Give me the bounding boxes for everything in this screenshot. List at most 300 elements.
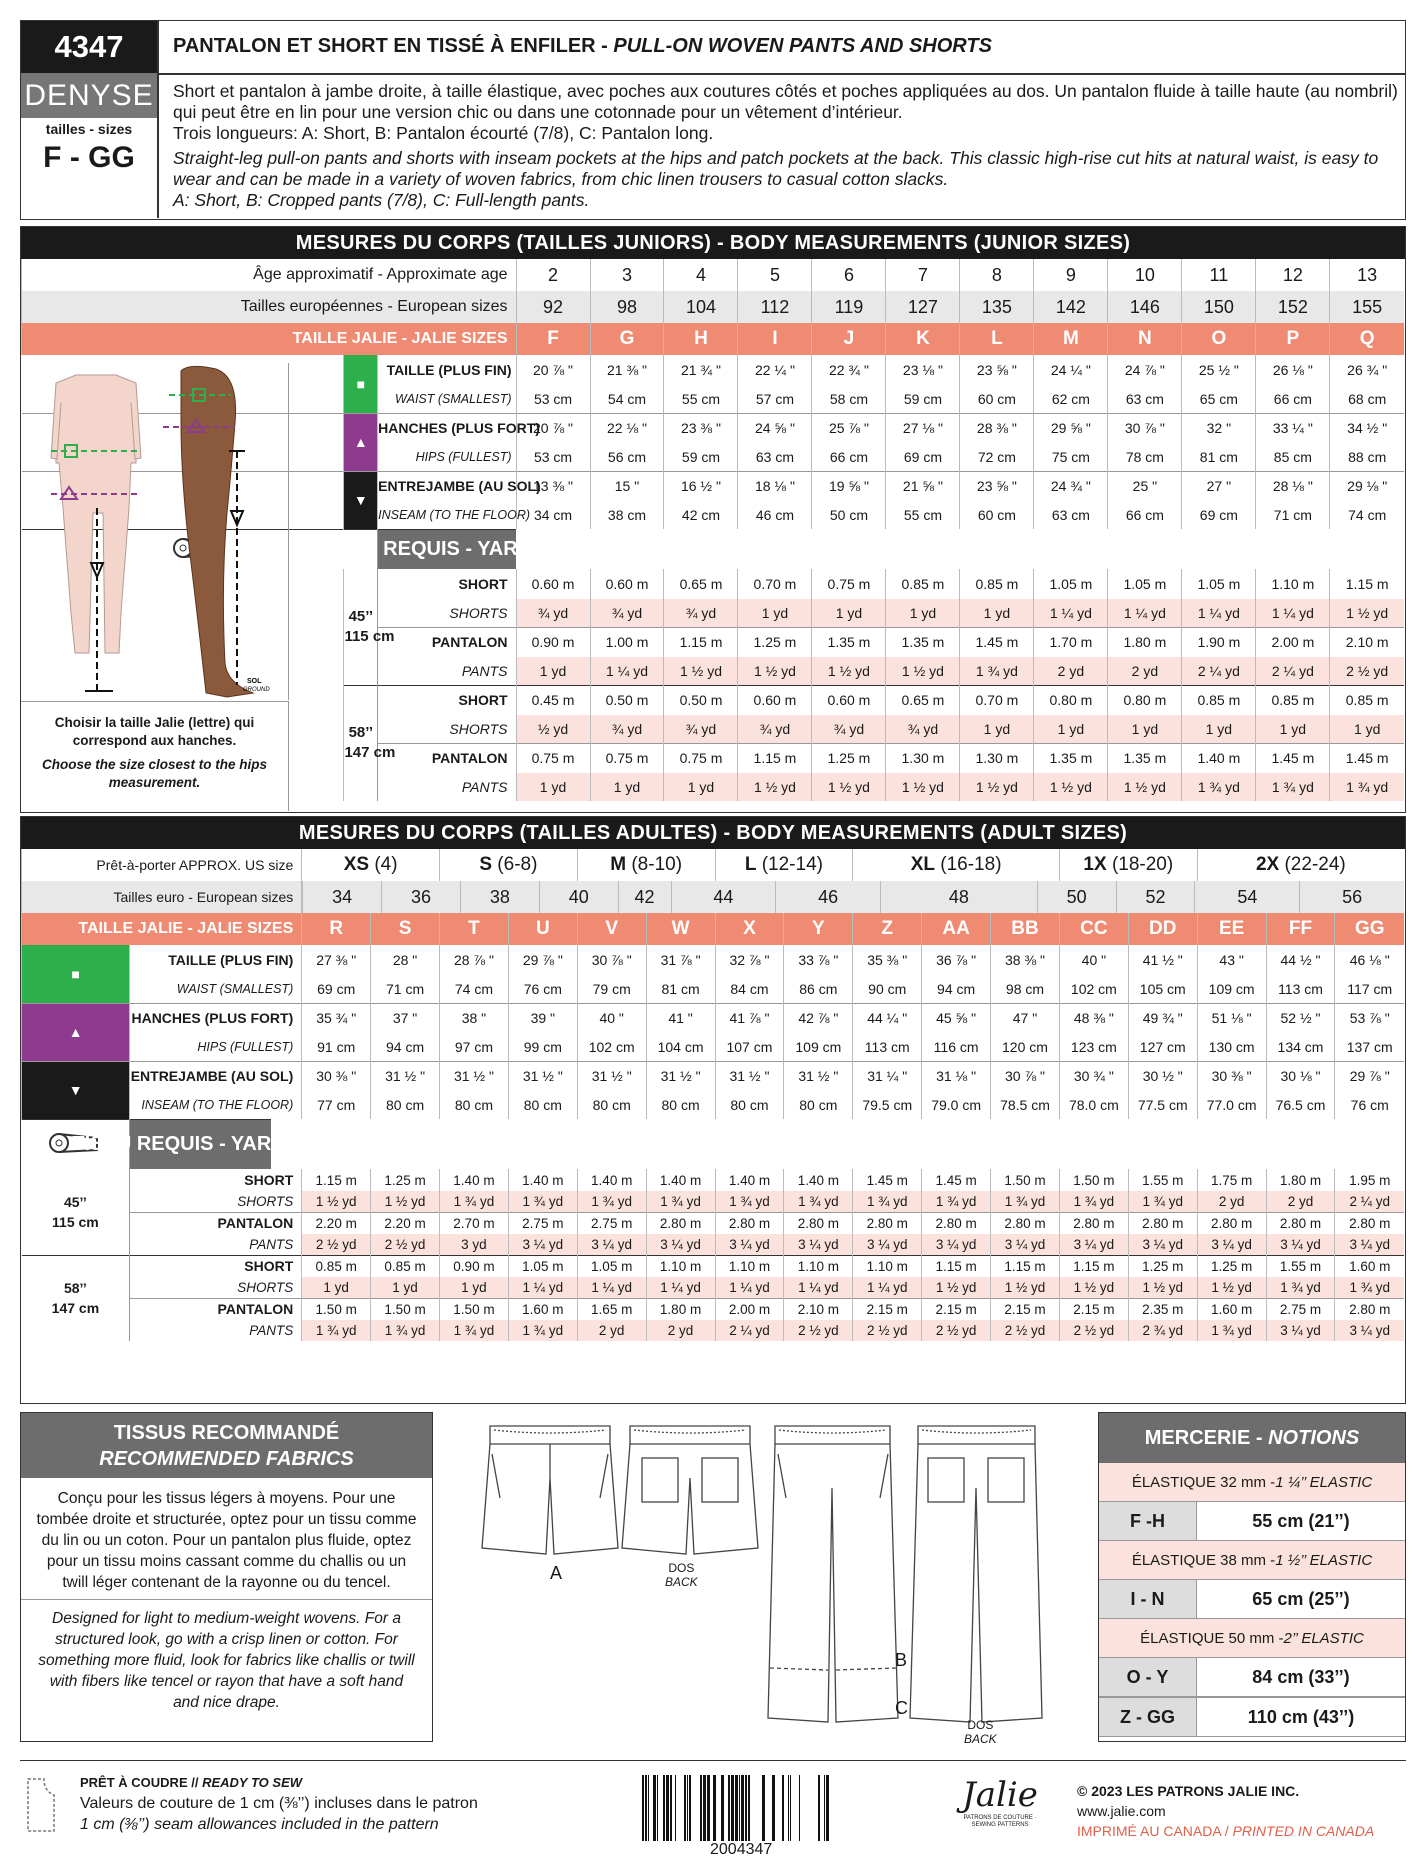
meters: 1.60 m bbox=[522, 1301, 564, 1317]
jalie-size: DD bbox=[1149, 918, 1177, 939]
measure-cell bbox=[738, 443, 812, 471]
hips-in: 37 " bbox=[392, 1010, 418, 1027]
label-en: PANTS bbox=[249, 1323, 294, 1338]
measure-cell bbox=[302, 1003, 371, 1033]
yardage-cell bbox=[664, 657, 738, 685]
yards: 1 ¼ yd bbox=[522, 1279, 564, 1295]
yards: ¾ yd bbox=[907, 720, 939, 737]
yardage-y45-pant bbox=[22, 1212, 1405, 1234]
waist-in: 44 ½ " bbox=[1280, 952, 1321, 968]
jalie-size-cell bbox=[577, 913, 646, 945]
inseam-cm: 80 cm bbox=[592, 1097, 631, 1113]
meters: 0.60 m bbox=[827, 692, 871, 709]
measure-cell bbox=[1256, 355, 1330, 385]
inseam-in: 31 ¼ " bbox=[867, 1068, 908, 1085]
meters: 1.55 m bbox=[1279, 1258, 1322, 1274]
age-cell bbox=[664, 259, 738, 291]
measure-cell bbox=[853, 1003, 922, 1033]
choose-note-en: Choose the size closest to the hips measurement. bbox=[41, 757, 268, 790]
measure-cell bbox=[853, 1061, 922, 1091]
measure-cell bbox=[577, 975, 646, 1003]
waist-in: 33 ⅞ " bbox=[798, 952, 839, 968]
measure-cell bbox=[1330, 385, 1404, 413]
description-fr: Short et pantalon à jambe droite, à taille élastique, avec poches aux coutures côtés et poches appliquées au dos. Un pantalon fluide à taille haute (au nombril) qui peut être en lin pour une version chic ou dans une cotonnade pour un vêtement d’intérieur. bbox=[173, 81, 1398, 122]
measure-cell bbox=[371, 945, 440, 975]
measure-cell bbox=[664, 355, 738, 385]
yards: 2 ½ yd bbox=[315, 1236, 357, 1252]
us-size: S bbox=[479, 854, 493, 875]
measure-cell bbox=[1034, 471, 1108, 501]
yardage-cell bbox=[508, 1212, 577, 1234]
yards: 1 ¾ yd bbox=[866, 1193, 908, 1209]
yardage-cell bbox=[577, 1255, 646, 1277]
printed-separator: / bbox=[1220, 1823, 1233, 1839]
measure-cell bbox=[1128, 945, 1197, 975]
rts-en: READY TO SEW bbox=[202, 1775, 303, 1790]
euro-value: 34 bbox=[332, 887, 353, 907]
yardage-cell bbox=[738, 657, 812, 685]
pant-label-en bbox=[378, 773, 516, 801]
yardage-cell bbox=[853, 1320, 922, 1341]
seam-allowance-en: 1 cm (⅜’’) seam allowances included in the pattern bbox=[80, 1816, 439, 1833]
inseam-cm: 60 cm bbox=[977, 507, 1016, 523]
measure-cell bbox=[1335, 1091, 1404, 1119]
width-cm: 147 cm bbox=[344, 744, 396, 762]
yards: 1 yd bbox=[613, 779, 641, 795]
us-size: L bbox=[744, 854, 757, 875]
measure-cell bbox=[371, 1033, 440, 1061]
yardage-title-text: TISSU REQUIS - YARDAGE bbox=[318, 538, 576, 560]
yards: 1 ¾ yd bbox=[1004, 1193, 1046, 1209]
yardage-cell bbox=[1059, 1212, 1128, 1234]
yards: 2 ¼ yd bbox=[729, 1323, 770, 1338]
yardage-cell bbox=[664, 627, 738, 657]
elastic-fr: ÉLASTIQUE 32 mm - bbox=[1131, 1473, 1276, 1491]
yardage-cell bbox=[715, 1169, 784, 1191]
yards: 1 ¾ yd bbox=[384, 1323, 426, 1338]
meters: 2.20 m bbox=[384, 1215, 426, 1231]
yardage-cell bbox=[812, 627, 886, 657]
age-row bbox=[22, 259, 1405, 291]
yards: ¾ yd bbox=[685, 720, 717, 737]
description-en-lengths: A: Short, B: Cropped pants (7/8), C: Full-length pants. bbox=[173, 190, 590, 210]
yardage-cell bbox=[1059, 1234, 1128, 1255]
jalie-size-cell bbox=[784, 913, 853, 945]
meters: 2.10 m bbox=[797, 1301, 839, 1317]
measure-cell bbox=[715, 1033, 784, 1061]
us-size-row bbox=[22, 849, 1405, 881]
yards: 1 ¾ yd bbox=[1280, 1279, 1321, 1295]
measure-cell bbox=[664, 443, 738, 471]
euro-cell bbox=[618, 881, 671, 913]
yardage-header bbox=[22, 1119, 1405, 1169]
yardage-cell bbox=[886, 569, 960, 599]
us-size-cell bbox=[715, 849, 853, 881]
age-value: 9 bbox=[1065, 264, 1076, 285]
yardage-cell bbox=[812, 685, 886, 715]
yardage-cell bbox=[590, 685, 664, 715]
yardage-cell bbox=[922, 1277, 991, 1298]
hips-cm: 137 cm bbox=[1346, 1038, 1393, 1055]
meters: 1.35 m bbox=[1049, 750, 1093, 767]
yardage-cell bbox=[1059, 1169, 1128, 1191]
measure-cell bbox=[590, 471, 664, 501]
measure-cell bbox=[991, 1091, 1060, 1119]
jalie-size-cell bbox=[1266, 913, 1335, 945]
yards: 1 ¾ yd bbox=[1346, 779, 1389, 795]
us-size: M bbox=[610, 854, 627, 875]
yardage-cell bbox=[738, 715, 812, 743]
yardage-cell bbox=[922, 1298, 991, 1320]
measure-cell bbox=[1108, 413, 1182, 443]
measure-cell bbox=[1128, 1061, 1197, 1091]
measure-cell bbox=[1330, 413, 1404, 443]
yards: 1 ¼ yd bbox=[605, 662, 648, 679]
us-size-cell bbox=[1059, 849, 1197, 881]
yardage-cell bbox=[1330, 657, 1404, 685]
measure-cell bbox=[738, 501, 812, 529]
meters: 1.15 m bbox=[1004, 1258, 1046, 1274]
meters: 1.05 m bbox=[1049, 576, 1093, 592]
pant-label-fr bbox=[378, 627, 516, 657]
age-cell bbox=[960, 259, 1034, 291]
hips-cm: 59 cm bbox=[681, 448, 721, 465]
hips-in: 48 ⅜ " bbox=[1073, 1010, 1114, 1027]
yardage-cell bbox=[646, 1191, 715, 1212]
inseam-in: 31 ⅛ " bbox=[936, 1068, 977, 1085]
yardage-cell bbox=[784, 1320, 853, 1341]
meters: 1.35 m bbox=[1123, 750, 1167, 767]
measure-cell bbox=[922, 1061, 991, 1091]
measure-cell bbox=[1182, 355, 1256, 385]
yardage-cell bbox=[646, 1169, 715, 1191]
yards: 2 yd bbox=[1287, 1193, 1314, 1209]
waist-in: 27 ⅜ " bbox=[316, 952, 357, 968]
barcode-icon bbox=[640, 1775, 840, 1841]
meters: 1.40 m bbox=[797, 1172, 839, 1188]
yards: 2 yd bbox=[667, 1323, 694, 1338]
label-en: INSEAM (TO THE FLOOR) bbox=[378, 508, 531, 522]
yardage-cell bbox=[646, 1277, 715, 1298]
yardage-cell bbox=[960, 599, 1034, 627]
jalie-size: M bbox=[1062, 328, 1079, 349]
waist-in: 22 ¼ " bbox=[754, 362, 795, 378]
yardage-y58-short bbox=[22, 1255, 1405, 1277]
euro-label-text: Tailles européennes - European sizes bbox=[240, 298, 508, 315]
measure-cell bbox=[371, 1061, 440, 1091]
measure-cell bbox=[1256, 413, 1330, 443]
yardage-cell bbox=[516, 773, 590, 801]
yards: 2 ¼ yd bbox=[1349, 1193, 1390, 1209]
hips-cm: 99 cm bbox=[523, 1038, 562, 1055]
yardage-cell bbox=[784, 1255, 853, 1277]
measure-cell bbox=[784, 975, 853, 1003]
measure-cell bbox=[1197, 945, 1266, 975]
yardage-cell bbox=[1182, 569, 1256, 599]
meters: 0.80 m bbox=[1049, 692, 1093, 709]
meters: 2.70 m bbox=[453, 1215, 495, 1231]
meters: 1.75 m bbox=[1210, 1172, 1253, 1188]
jalie-size: H bbox=[694, 328, 708, 349]
measure-cell bbox=[715, 1003, 784, 1033]
yards: 1 ¾ yd bbox=[1197, 779, 1240, 795]
measure-cell bbox=[960, 471, 1034, 501]
euro-value: 92 bbox=[542, 296, 564, 317]
waist-in: 21 ¾ " bbox=[680, 362, 721, 378]
elastic-en: 1 ¼’’ ELASTIC bbox=[1275, 1473, 1373, 1491]
jalie-size: J bbox=[843, 328, 855, 349]
yardage-cell bbox=[1182, 657, 1256, 685]
yards: 1 ¾ yd bbox=[660, 1193, 701, 1209]
waist-cm: 59 cm bbox=[903, 390, 942, 407]
yardage-cell bbox=[590, 773, 664, 801]
meters: 2.75 m bbox=[522, 1215, 564, 1231]
jalie-size-row bbox=[22, 913, 1405, 945]
junior-title-text: MESURES DU CORPS (TAILLES JUNIORS) - BODY MEASUREMENTS (JUNIOR SIZES) bbox=[295, 231, 1131, 254]
inseam-in: 16 ½ " bbox=[680, 478, 721, 495]
label-en: HIPS (FULLEST) bbox=[415, 449, 512, 464]
measure-cell bbox=[516, 355, 590, 385]
yards: 1 ¾ yd bbox=[798, 1193, 839, 1209]
yardage-cell bbox=[1256, 657, 1330, 685]
us-size-range: (12-14) bbox=[761, 854, 823, 875]
meters: 2.80 m bbox=[1349, 1301, 1391, 1317]
meters: 1.40 m bbox=[659, 1172, 702, 1188]
website-link[interactable]: www.jalie.com bbox=[1077, 1803, 1166, 1819]
yards: 1 yd bbox=[983, 604, 1011, 621]
jalie-size: X bbox=[743, 918, 756, 939]
jalie-size: S bbox=[398, 918, 412, 939]
measure-cell bbox=[664, 385, 738, 413]
yards: 1 yd bbox=[1279, 720, 1307, 737]
measure-cell bbox=[784, 1033, 853, 1061]
yards: 3 ¼ yd bbox=[866, 1236, 908, 1252]
measure-cell bbox=[1266, 945, 1335, 975]
yards: 3 ¼ yd bbox=[798, 1236, 839, 1252]
measure-cell bbox=[1128, 975, 1197, 1003]
yardage-cell bbox=[577, 1277, 646, 1298]
hips-in: 30 ⅞ " bbox=[1124, 420, 1165, 437]
measure-cell bbox=[577, 1061, 646, 1091]
yards: 1 yd bbox=[1205, 720, 1233, 737]
label-fr: TAILLE (PLUS FIN) bbox=[386, 362, 512, 378]
width-y58 bbox=[344, 685, 396, 801]
measure-cell bbox=[1330, 443, 1404, 471]
us-size-range: (22-24) bbox=[1284, 854, 1346, 875]
short-label-fr bbox=[130, 1169, 302, 1191]
yards: 1 ¾ yd bbox=[315, 1323, 357, 1338]
yardage-cell bbox=[738, 627, 812, 657]
meters: 0.45 m bbox=[531, 692, 575, 709]
waist-cm: 102 cm bbox=[1070, 980, 1117, 997]
elastic-header bbox=[1099, 1619, 1405, 1657]
yardage-cell bbox=[1335, 1255, 1404, 1277]
measure-cell bbox=[440, 1033, 509, 1061]
measure-cell bbox=[853, 1033, 922, 1061]
printed-fr: IMPRIMÉ AU CANADA bbox=[1077, 1823, 1221, 1839]
yardage-cell bbox=[922, 1234, 991, 1255]
label-en: WAIST (SMALLEST) bbox=[176, 981, 294, 996]
measure-cell bbox=[1059, 1033, 1128, 1061]
us-size: XS bbox=[343, 854, 370, 875]
yards: ½ yd bbox=[537, 720, 569, 737]
jalie-size-cell bbox=[1335, 913, 1404, 945]
yardage-cell bbox=[715, 1320, 784, 1341]
yards: 1 ¾ yd bbox=[935, 1193, 977, 1209]
inseam-in: 29 ⅞ " bbox=[1349, 1068, 1390, 1085]
measure-cell bbox=[812, 471, 886, 501]
euro-cell bbox=[590, 291, 664, 323]
yardage-cell bbox=[516, 569, 590, 599]
yards: 1 yd bbox=[323, 1279, 349, 1295]
yardage-cell bbox=[302, 1277, 371, 1298]
yardage-cell bbox=[1182, 773, 1256, 801]
yards: 3 ¼ yd bbox=[522, 1236, 564, 1252]
yardage-cell bbox=[590, 569, 664, 599]
yards: ¾ yd bbox=[833, 720, 865, 737]
yardage-cell bbox=[302, 1234, 371, 1255]
ready-to-sew bbox=[80, 1775, 302, 1790]
waist-in: 29 ⅞ " bbox=[522, 952, 563, 968]
yards: ¾ yd bbox=[611, 720, 643, 737]
yardage-cell bbox=[886, 715, 960, 743]
inseam-cm: 74 cm bbox=[1348, 507, 1387, 523]
measure-cell bbox=[1197, 975, 1266, 1003]
yardage-cell bbox=[371, 1277, 440, 1298]
meters: 0.85 m bbox=[1271, 692, 1315, 709]
hips-cm: 78 cm bbox=[1125, 448, 1164, 465]
elastic-fr: ÉLASTIQUE 50 mm - bbox=[1140, 1629, 1284, 1647]
yardage-cell bbox=[1034, 599, 1108, 627]
jalie-size-cell bbox=[1059, 913, 1128, 945]
jalie-size-row bbox=[22, 323, 1405, 355]
euro-cell bbox=[960, 291, 1034, 323]
euro-value: 142 bbox=[1055, 296, 1086, 317]
yardage-cell bbox=[516, 627, 590, 657]
yardage-cell bbox=[1266, 1277, 1335, 1298]
yards: 1 yd bbox=[909, 604, 937, 621]
yardage-cell bbox=[960, 743, 1034, 773]
yardage-cell bbox=[590, 715, 664, 743]
euro-values bbox=[302, 881, 1404, 913]
yardage-cell bbox=[577, 1298, 646, 1320]
measure-cell bbox=[1034, 501, 1108, 529]
yardage-cell bbox=[812, 599, 886, 627]
measure-cell bbox=[738, 413, 812, 443]
yardage-cell bbox=[1059, 1320, 1128, 1341]
waist-label-en bbox=[378, 385, 516, 413]
yardage-cell bbox=[1182, 599, 1256, 627]
meters: 2.80 m bbox=[1142, 1215, 1184, 1231]
measure-cell bbox=[1197, 1091, 1266, 1119]
measure-cell bbox=[812, 443, 886, 471]
view-a-label: A bbox=[550, 1563, 563, 1583]
yardage-cell bbox=[960, 569, 1034, 599]
euro-value: 56 bbox=[1342, 887, 1363, 907]
label-fr: SHORT bbox=[458, 692, 508, 709]
yards: 3 ¼ yd bbox=[1142, 1236, 1184, 1252]
yards: 1 ½ yd bbox=[935, 1279, 977, 1295]
yardage-cell bbox=[812, 773, 886, 801]
meters: 0.85 m bbox=[901, 576, 945, 592]
age-value: 2 bbox=[548, 264, 559, 285]
yards: 2 ½ yd bbox=[1073, 1323, 1115, 1338]
euro-value: 42 bbox=[634, 887, 655, 907]
yardage-cell bbox=[738, 599, 812, 627]
euro-value: 52 bbox=[1145, 887, 1166, 907]
measure-cell bbox=[1256, 471, 1330, 501]
measure-cell bbox=[1108, 385, 1182, 413]
jalie-size-cell bbox=[738, 323, 812, 355]
hips-label-en bbox=[378, 443, 516, 471]
jalie-size-cell bbox=[1256, 323, 1330, 355]
age-cell bbox=[812, 259, 886, 291]
euro-value: 127 bbox=[907, 296, 938, 317]
elastic-header bbox=[1099, 1463, 1405, 1501]
yardage-cell bbox=[1266, 1169, 1335, 1191]
label-fr: ENTREJAMBE (AU SOL) bbox=[130, 1068, 294, 1085]
yardage-cell bbox=[812, 743, 886, 773]
adult-title-text: MESURES DU CORPS (TAILLES ADULTES) - BODY MEASUREMENTS (ADULT SIZES) bbox=[298, 821, 1128, 844]
yards: 1 ¼ yd bbox=[1049, 604, 1092, 621]
divider bbox=[157, 21, 159, 218]
yardage-cell bbox=[812, 569, 886, 599]
measure-cell bbox=[1330, 355, 1404, 385]
euro-value: 98 bbox=[616, 296, 637, 317]
meters: 1.80 m bbox=[659, 1301, 702, 1317]
yardage-cell bbox=[960, 657, 1034, 685]
age-label bbox=[22, 259, 517, 291]
yardage-cell bbox=[516, 715, 590, 743]
title-en: PULL-ON WOVEN PANTS AND SHORTS bbox=[613, 35, 992, 57]
waist-cm: 69 cm bbox=[317, 980, 356, 997]
inseam-icon: ▼ bbox=[344, 471, 378, 529]
jalie-size: W bbox=[671, 918, 690, 939]
yardage-cell bbox=[922, 1191, 991, 1212]
meters: 1.05 m bbox=[1123, 576, 1167, 592]
elastic-en: 2’’ ELASTIC bbox=[1283, 1629, 1364, 1647]
measure-cell bbox=[738, 355, 812, 385]
yardage-cell bbox=[302, 1169, 371, 1191]
inseam-row bbox=[22, 1061, 1405, 1091]
yardage-cell bbox=[991, 1255, 1060, 1277]
measure-cell bbox=[715, 1061, 784, 1091]
yards: 1 ¼ yd bbox=[798, 1279, 839, 1295]
yards: 1 ½ yd bbox=[753, 662, 796, 679]
hips-cm-row bbox=[22, 1033, 1405, 1061]
euro-value: 146 bbox=[1129, 296, 1160, 317]
hips-in: 25 ⅞ " bbox=[828, 420, 869, 437]
width-in: 58’’ bbox=[63, 1280, 87, 1297]
yards: 3 ¼ yd bbox=[1280, 1323, 1321, 1338]
inseam-cm: 79.0 cm bbox=[931, 1097, 981, 1113]
hips-cm: 81 cm bbox=[1199, 448, 1238, 465]
yards: 2 ½ yd bbox=[1004, 1323, 1046, 1338]
yardage-cell bbox=[738, 743, 812, 773]
adult-grid bbox=[21, 849, 1404, 1341]
waist-in: 32 ⅞ " bbox=[729, 952, 770, 968]
yards: 1 ½ yd bbox=[1123, 779, 1166, 795]
meters: 2.35 m bbox=[1142, 1301, 1184, 1317]
measure-cell bbox=[886, 413, 960, 443]
yardage-cell bbox=[738, 685, 812, 715]
measure-cell bbox=[715, 975, 784, 1003]
label-fr: ENTREJAMBE (AU SOL) bbox=[378, 478, 541, 495]
waist-cm: 54 cm bbox=[607, 390, 647, 407]
label-fr: PANTALON bbox=[431, 750, 508, 767]
meters: 0.85 m bbox=[1345, 692, 1389, 709]
hips-cm: 130 cm bbox=[1208, 1038, 1255, 1055]
